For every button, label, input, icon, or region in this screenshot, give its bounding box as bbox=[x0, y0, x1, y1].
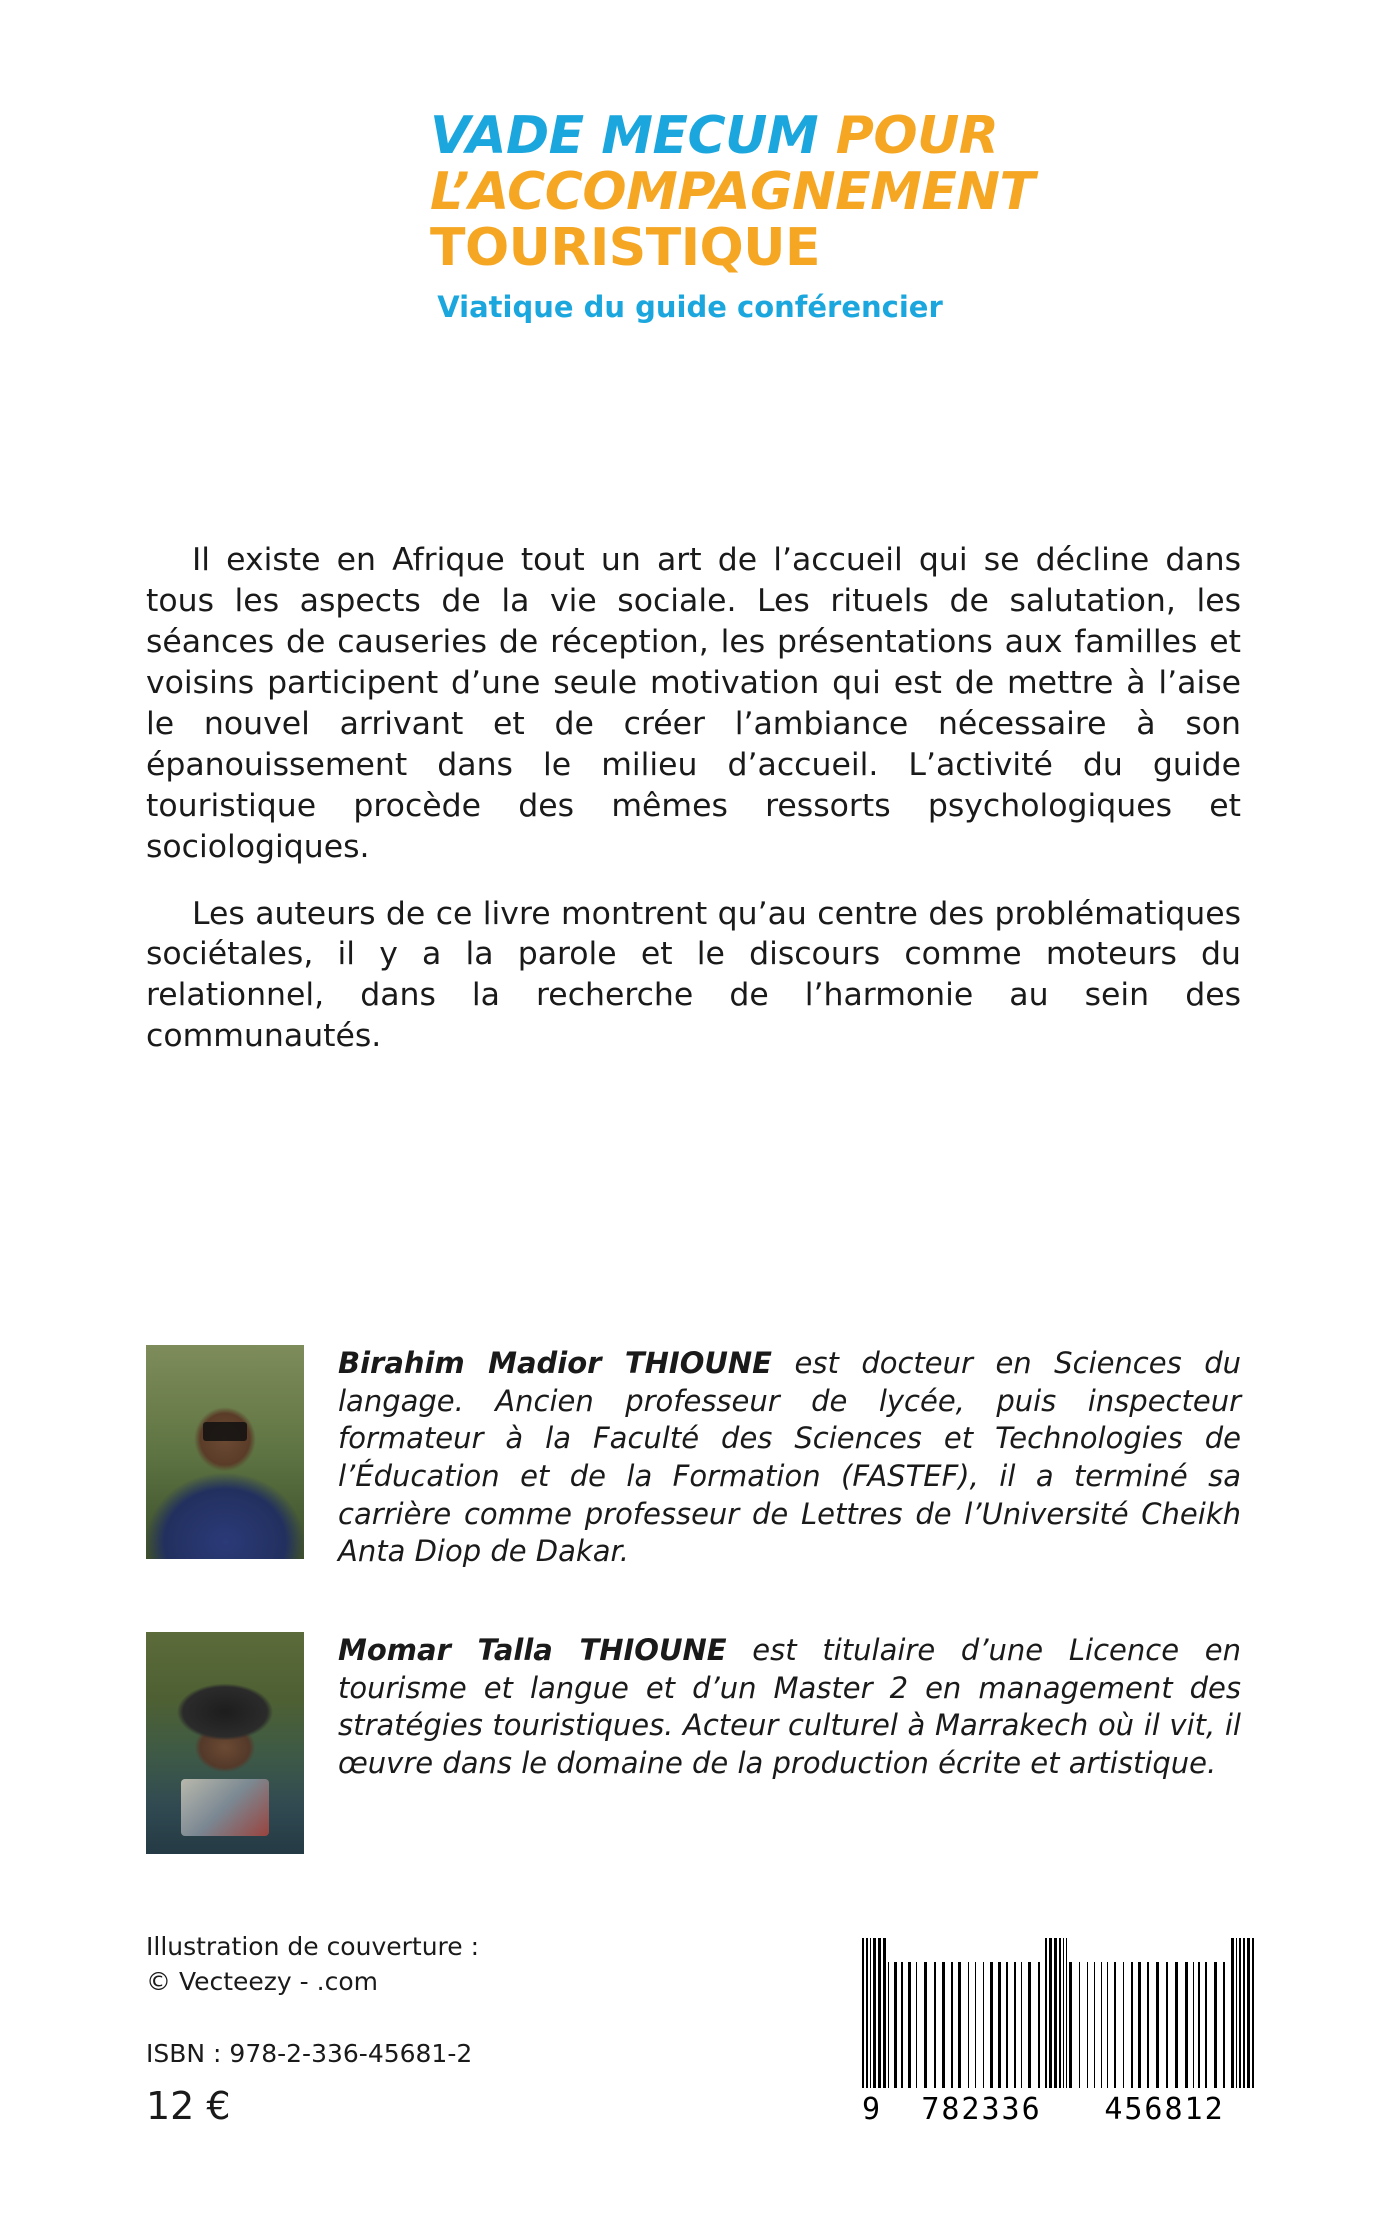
barcode-lead-digit: 9 bbox=[862, 2092, 883, 2127]
barcode-bars-icon bbox=[862, 1938, 1256, 2088]
barcode-group-2: 456812 bbox=[1104, 2092, 1225, 2127]
title-pour: POUR bbox=[818, 106, 999, 166]
price-text: 12 € bbox=[146, 2083, 231, 2128]
footer-block bbox=[146, 1930, 846, 2127]
author-portrait bbox=[146, 1632, 304, 1854]
author-entry bbox=[146, 1632, 1241, 1854]
author-bio-text: est titulaire d’une Licence en tourisme et langue et d’un Master 2 en management des stratégies touristiques. Acteur culturel à Marrakech où il vit, il œuvre dans le domaine de la production écrite et artistique. bbox=[338, 1633, 1241, 1781]
illustration-credit-line-2: © Vecteezy - .com bbox=[146, 1966, 378, 1996]
author-name: Birahim Madior THIOUNE bbox=[338, 1346, 772, 1380]
blurb bbox=[146, 540, 1241, 1057]
title-line-3: TOURISTIQUE bbox=[430, 218, 821, 279]
author-bio bbox=[338, 1345, 1241, 1571]
illustration-credit-line-1: Illustration de couverture : bbox=[146, 1932, 480, 1961]
blurb-paragraph-2: Les auteurs de ce livre montrent qu’au centre des problématiques sociétales, il y a la parole et le discours comme moteurs du relationnel, dans la recherche de l’harmonie au sein des communautés. bbox=[146, 895, 1241, 1055]
author-bio-text: est docteur en Sciences du langage. Ancien professeur de lycée, puis inspecteur formateur à la Faculté des Sciences et Technologies de l’Éducation et de la Formation (FASTEF), il a terminé sa carrière comme professeur de Lettres de l’Université Cheikh Anta Diop de Dakar. bbox=[338, 1346, 1242, 1569]
illustration-credit bbox=[146, 1930, 846, 1999]
author-portrait bbox=[146, 1345, 304, 1559]
barcode-digits bbox=[862, 2092, 1256, 2127]
author-entry bbox=[146, 1345, 1241, 1571]
portrait-image-icon bbox=[146, 1632, 304, 1854]
title-line-1 bbox=[430, 106, 999, 166]
title-block bbox=[430, 106, 1035, 325]
title-vade-mecum: VADE MECUM bbox=[430, 106, 819, 166]
author-bio bbox=[338, 1632, 1241, 1783]
author-name: Momar Talla THIOUNE bbox=[338, 1633, 727, 1667]
isbn-text: ISBN : 978-2-336-45681-2 bbox=[146, 2039, 473, 2068]
barcode bbox=[862, 1938, 1256, 2127]
portrait-image-icon bbox=[146, 1345, 304, 1559]
title-line-2: L’ACCOMPAGNEMENT bbox=[430, 162, 1035, 223]
barcode-group-1: 782336 bbox=[921, 2092, 1042, 2127]
blurb-paragraph-1: Il existe en Afrique tout un art de l’accueil qui se décline dans tous les aspects de la vie sociale. Les rituels de salutation, les séances de causeries de réception, les présentations aux familles et voisins participent d’une seule motivation qui est de mettre à l’aise le nouvel arrivant et de créer l’ambiance nécessaire à son épanouissement dans le milieu d’accueil. L’activité du guide touristique procède des mêmes ressorts psychologiques et sociologiques. bbox=[146, 542, 1241, 865]
subtitle: Viatique du guide conférencier bbox=[437, 290, 943, 325]
